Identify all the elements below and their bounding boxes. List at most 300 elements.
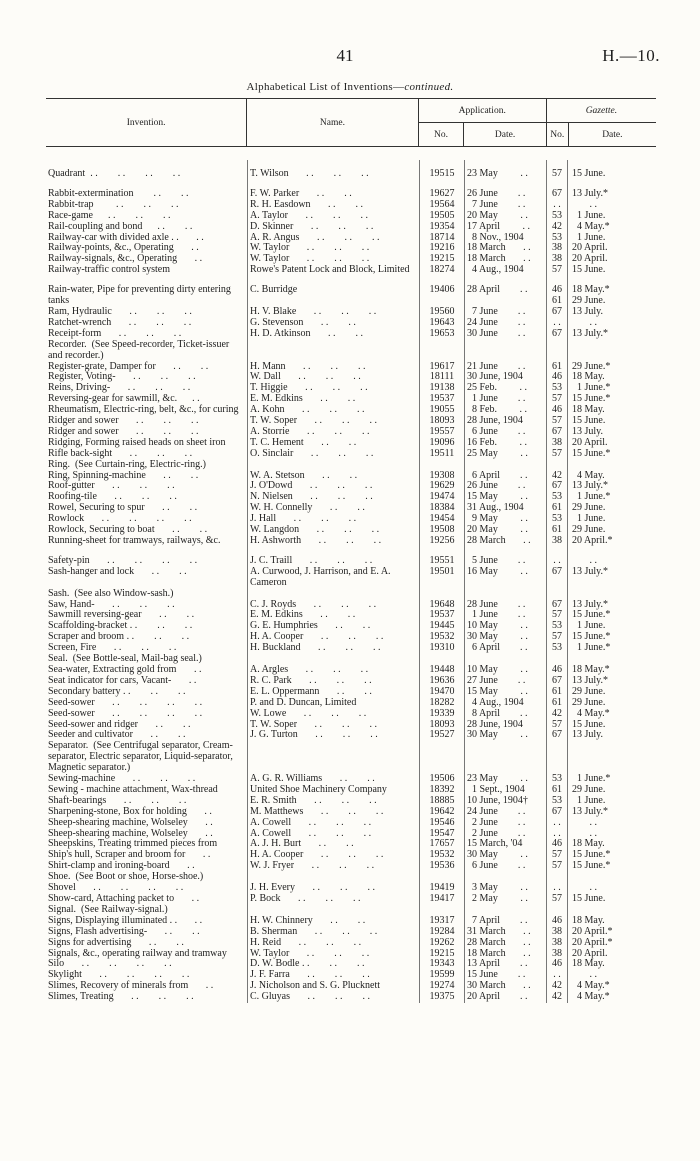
app-no-cell: 19308 bbox=[420, 471, 465, 482]
gazette-date-cell: 20 April. bbox=[572, 242, 608, 254]
app-no-cell: 19599 bbox=[420, 970, 465, 981]
app-no-cell: 19506 bbox=[420, 774, 465, 785]
gazette-no-cell: 46 bbox=[547, 959, 568, 970]
gazette-no-cell: 42 bbox=[547, 981, 568, 992]
app-no-cell: 18274 bbox=[420, 265, 465, 276]
app-date-cell: 31 Aug., 1904 bbox=[465, 503, 547, 514]
gazette-no-cell: 67 bbox=[547, 567, 568, 589]
app-no-cell: 19274 bbox=[420, 981, 465, 992]
gazette-date-cell: 4 May.* bbox=[572, 707, 610, 719]
gazette-date-cell: 15 June.* bbox=[572, 393, 611, 405]
invention-cell: Register-grate, Damper for . . . . bbox=[46, 362, 248, 373]
invention-cell: Ridger and sower . . . . . . bbox=[46, 427, 248, 438]
app-date-cell: 7 June . . bbox=[465, 307, 547, 318]
name-cell: D. W. Bodle . . . . . . bbox=[248, 959, 420, 970]
name-cell: W. Dall . . . . . . bbox=[248, 372, 420, 383]
app-no-cell bbox=[420, 460, 465, 471]
gazette-date-cell: 13 July.* bbox=[572, 674, 609, 686]
app-date-cell: 15 May . . bbox=[465, 687, 547, 698]
app-date-cell: 5 June . . bbox=[465, 556, 547, 567]
invention-cell: Scraper and broom . . . . . . bbox=[46, 632, 248, 643]
gazette-date-cell: . . bbox=[572, 882, 597, 894]
invention-cell: Rowel, Securing to spur . . . . bbox=[46, 503, 248, 514]
name-cell: A. Curwood, J. Harrison, and E. A. Cameron bbox=[248, 567, 420, 589]
app-date-cell: 6 June . . bbox=[465, 427, 547, 438]
table-row bbox=[46, 992, 656, 1003]
invention-cell: Sawmill reversing-gear . . . . bbox=[46, 610, 248, 621]
gazette-date-cell: 20 April.* bbox=[572, 936, 613, 948]
name-cell: G. Stevenson . . . . bbox=[248, 318, 420, 329]
invention-cell: Seed-sower . . . . . . . . bbox=[46, 698, 248, 709]
table-row bbox=[46, 285, 656, 307]
name-cell: J. F. Farra . . . . . . bbox=[248, 970, 420, 981]
invention-cell: Railway-signals, &c., Operating . . bbox=[46, 254, 248, 265]
name-cell: J. Nicholson and S. G. Plucknett bbox=[248, 981, 420, 992]
table-row bbox=[46, 460, 656, 471]
name-cell: O. Sinclair . . . . . . bbox=[248, 449, 420, 460]
gazette-no-cell: 46 bbox=[547, 839, 568, 850]
app-no-cell: 19560 bbox=[420, 307, 465, 318]
name-cell: A. Cowell . . . . . . bbox=[248, 829, 420, 840]
gazette-date-cell: 4 May.* bbox=[572, 220, 610, 232]
app-no-cell: 19532 bbox=[420, 632, 465, 643]
app-no-cell: 18093 bbox=[420, 416, 465, 427]
gazette-date-cell: 29 June. bbox=[572, 502, 606, 514]
gazette-date-cell: 15 June.* bbox=[572, 631, 611, 643]
gazette-no-cell: 67 bbox=[547, 307, 568, 318]
invention-cell: Sea-water, Extracting gold from . . bbox=[46, 665, 248, 676]
gazette-date-cell: 13 July.* bbox=[572, 598, 609, 610]
name-cell: M. Matthews . . . . . . bbox=[248, 807, 420, 818]
app-no-cell: 19417 bbox=[420, 894, 465, 905]
table-row bbox=[46, 709, 656, 720]
gazette-no-cell: 53 bbox=[547, 492, 568, 503]
app-date-cell: 20 May . . bbox=[465, 211, 547, 222]
invention-cell: Sheepskins, Treating trimmed pieces from bbox=[46, 839, 248, 850]
page-title bbox=[0, 81, 700, 93]
invention-cell: Receipt-form . . . . . . bbox=[46, 329, 248, 340]
name-cell: A. Cowell . . . . . . bbox=[248, 818, 420, 829]
title-main: Alphabetical List of Inventions— bbox=[246, 81, 405, 93]
gazette-no-cell: . . bbox=[547, 829, 568, 840]
app-date-cell: 8 April . . bbox=[465, 709, 547, 720]
invention-cell: Ship's hull, Scraper and broom for . . bbox=[46, 850, 248, 861]
gazette-no-cell: 53 bbox=[547, 233, 568, 244]
app-no-cell: 19354 bbox=[420, 222, 465, 233]
app-no-cell: 19642 bbox=[420, 807, 465, 818]
name-cell bbox=[248, 741, 420, 774]
gazette-no-cell: 57 bbox=[547, 449, 568, 460]
app-date-cell: 15 May . . bbox=[465, 492, 547, 503]
invention-cell: Rail-coupling and bond . . . . bbox=[46, 222, 248, 233]
app-date-cell: 2 June . . bbox=[465, 829, 547, 840]
invention-cell: Shovel . . . . . . . . bbox=[46, 883, 248, 894]
invention-cell: Screen, Fire . . . . . . bbox=[46, 643, 248, 654]
app-date-cell: 7 April . . bbox=[465, 916, 547, 927]
gazette-no-cell: 38 bbox=[547, 254, 568, 265]
name-cell: P. Bock . . . . . . bbox=[248, 894, 420, 905]
table-row bbox=[46, 567, 656, 589]
gazette-no-cell: 57 bbox=[547, 720, 568, 731]
gazette-no-cell: . . bbox=[547, 883, 568, 894]
name-cell: N. Nielsen . . . . . . bbox=[248, 492, 420, 503]
gazette-date-cell: 13 July. bbox=[572, 729, 604, 741]
name-cell: H. Ashworth . . . . . . bbox=[248, 536, 420, 547]
gazette-no-cell: 67 bbox=[547, 481, 568, 492]
app-no-cell: 19547 bbox=[420, 829, 465, 840]
invention-cell: Recorder. (See Speed-recorder, Ticket-issuer and recorder.) bbox=[46, 340, 248, 362]
app-no-cell: 19636 bbox=[420, 676, 465, 687]
name-cell: C. Burridge bbox=[248, 285, 420, 307]
app-date-cell: 17 April . . bbox=[465, 222, 547, 233]
invention-cell: Secondary battery . . . . . . bbox=[46, 687, 248, 698]
invention-cell: Separator. (See Centrifugal separator, Cream-separator, Electric separator, Liquid-separator, Magnetic separator.) bbox=[46, 741, 248, 774]
gazette-date-cell: 20 April. bbox=[572, 436, 608, 448]
app-no-cell: 19532 bbox=[420, 850, 465, 861]
name-cell: W. Taylor . . . . . . bbox=[248, 243, 420, 254]
gazette-no-cell: 42 bbox=[547, 471, 568, 482]
gazette-date-cell bbox=[568, 589, 656, 600]
gazette-no-cell: 53 bbox=[547, 621, 568, 632]
app-date-cell: 6 April . . bbox=[465, 643, 547, 654]
name-cell: C. J. Royds . . . . . . bbox=[248, 600, 420, 611]
invention-cell: Sewing - machine attachment, Wax-thread bbox=[46, 785, 248, 796]
name-cell: B. Sherman . . . . . . bbox=[248, 927, 420, 938]
app-date-cell: 30 May . . bbox=[465, 850, 547, 861]
app-date-cell: 28 June, 1904 bbox=[465, 720, 547, 731]
app-no-cell: 19448 bbox=[420, 665, 465, 676]
table-header bbox=[46, 98, 656, 147]
app-no-cell bbox=[420, 741, 465, 774]
name-cell bbox=[248, 589, 420, 600]
title-continued: continued. bbox=[404, 81, 454, 93]
gazette-date-cell: 1 June.* bbox=[572, 382, 611, 394]
table-row bbox=[46, 698, 656, 709]
invention-cell: Sash. (See also Window-sash.) bbox=[46, 589, 248, 600]
gazette-no-cell: 46 bbox=[547, 916, 568, 927]
gazette-no-cell: 67 bbox=[547, 329, 568, 340]
app-no-cell: 19501 bbox=[420, 567, 465, 589]
app-date-cell: 4 Aug., 1904 bbox=[465, 698, 547, 709]
gazette-no-cell: 53 bbox=[547, 643, 568, 654]
name-cell: A. Taylor . . . . . . bbox=[248, 211, 420, 222]
name-cell: D. Skinner . . . . . . bbox=[248, 222, 420, 233]
name-cell: A. R. Angus . . . . . . bbox=[248, 233, 420, 244]
gazette-date-cell: . . bbox=[572, 827, 597, 839]
invention-cell: Saw, Hand- . . . . . . bbox=[46, 600, 248, 611]
name-cell: T. C. Hement . . . . bbox=[248, 438, 420, 449]
gazette-date-cell: 15 June. bbox=[572, 893, 606, 904]
app-no-cell: 19262 bbox=[420, 938, 465, 949]
gazette-no-cell: 46 61 bbox=[547, 285, 568, 307]
gazette-no-cell: . . bbox=[547, 318, 568, 329]
gazette-no-cell: 57 bbox=[547, 850, 568, 861]
gazette-no-cell: 53 bbox=[547, 211, 568, 222]
header-gaz-no: No. bbox=[546, 123, 568, 147]
invention-cell: Reins, Driving- . . . . . . bbox=[46, 383, 248, 394]
app-date-cell: 28 April . . bbox=[465, 285, 547, 307]
invention-cell: Railway-car with divided axle . . . . bbox=[46, 233, 248, 244]
gazette-no-cell: 61 bbox=[547, 687, 568, 698]
invention-cell: Ram, Hydraulic . . . . . . bbox=[46, 307, 248, 318]
app-date-cell: 25 May . . bbox=[465, 449, 547, 460]
invention-cell: Show-card, Attaching packet to . . bbox=[46, 894, 248, 905]
gazette-date-cell: 18 May. bbox=[572, 838, 605, 850]
gazette-date-cell: 20 April.* bbox=[572, 925, 613, 937]
name-cell: R. H. Easdown . . . . bbox=[248, 200, 420, 211]
app-date-cell: 2 June . . bbox=[465, 818, 547, 829]
gazette-date-cell: 18 May. bbox=[572, 404, 605, 416]
name-cell: E. M. Edkins . . . . bbox=[248, 610, 420, 621]
table-row bbox=[46, 265, 656, 276]
name-cell: W. Taylor . . . . . . bbox=[248, 254, 420, 265]
gazette-date-cell: . . bbox=[572, 198, 597, 210]
name-cell: R. C. Park . . . . . . bbox=[248, 676, 420, 687]
name-cell: W. A. Stetson . . . . bbox=[248, 471, 420, 482]
table-row bbox=[46, 818, 656, 829]
invention-cell: Running-sheet for tramways, railways, &c. bbox=[46, 536, 248, 547]
name-cell: F. W. Parker . . . . bbox=[248, 189, 420, 200]
gazette-date-cell: 18 May.* bbox=[572, 663, 610, 675]
app-date-cell: 26 June . . bbox=[465, 481, 547, 492]
invention-cell: Seeder and cultivator . . . . bbox=[46, 730, 248, 741]
app-date-cell bbox=[465, 460, 547, 471]
invention-cell: Rowlock . . . . . . . . bbox=[46, 514, 248, 525]
gazette-date-cell: 4 May.* bbox=[572, 980, 610, 992]
gazette-no-cell: 67 bbox=[547, 807, 568, 818]
app-date-cell bbox=[465, 340, 547, 362]
gazette-date-cell: 13 July.* bbox=[572, 480, 609, 492]
gazette-no-cell: 61 bbox=[547, 525, 568, 536]
name-cell: A. Argles . . . . . . bbox=[248, 665, 420, 676]
app-date-cell: 30 June, 1904 bbox=[465, 372, 547, 383]
name-cell: E. M. Edkins . . . . bbox=[248, 394, 420, 405]
app-date-cell: 18 March . . bbox=[465, 243, 547, 254]
invention-cell: Ratchet-wrench . . . . . . bbox=[46, 318, 248, 329]
app-date-cell: 30 May . . bbox=[465, 730, 547, 741]
app-date-cell: 28 March . . bbox=[465, 536, 547, 547]
name-cell: H. D. Atkinson . . . . bbox=[248, 329, 420, 340]
app-no-cell: 19055 bbox=[420, 405, 465, 416]
gazette-date-cell: . . bbox=[572, 554, 597, 566]
gazette-no-cell: 67 bbox=[547, 676, 568, 687]
header-app-no: No. bbox=[418, 123, 464, 147]
app-no-cell: 19557 bbox=[420, 427, 465, 438]
gazette-no-cell: 38 bbox=[547, 243, 568, 254]
name-cell: A. G. R. Williams . . . . bbox=[248, 774, 420, 785]
name-cell: P. and D. Duncan, Limited bbox=[248, 698, 420, 709]
gazette-no-cell: 61 bbox=[547, 503, 568, 514]
name-cell: W. H. Connelly . . . . bbox=[248, 503, 420, 514]
table-row bbox=[46, 741, 656, 774]
table-row bbox=[46, 222, 656, 233]
invention-cell: Slimes, Recovery of minerals from . . bbox=[46, 981, 248, 992]
invention-cell: Ridging, Forming raised heads on sheet iron bbox=[46, 438, 248, 449]
gazette-date-cell: 15 June. bbox=[572, 718, 606, 730]
gazette-date-cell: 1 June. bbox=[572, 209, 606, 221]
invention-cell: Rabbit-extermination . . . . bbox=[46, 189, 248, 200]
app-date-cell bbox=[465, 589, 547, 600]
name-cell: H. Reid . . . . . . bbox=[248, 938, 420, 949]
invention-cell: Roofing-tile . . . . . . bbox=[46, 492, 248, 503]
gazette-date-cell: 15 June.* bbox=[572, 860, 611, 872]
app-no-cell: 19627 bbox=[420, 189, 465, 200]
name-cell: A. Kohn . . . . . . bbox=[248, 405, 420, 416]
gazette-no-cell bbox=[547, 741, 568, 774]
gazette-no-cell: 57 bbox=[547, 265, 568, 276]
gazette-no-cell: 38 bbox=[547, 927, 568, 938]
app-no-cell: 19470 bbox=[420, 687, 465, 698]
app-no-cell: 19454 bbox=[420, 514, 465, 525]
invention-cell: Signs, Flash advertising- . . . . bbox=[46, 927, 248, 938]
app-no-cell: 19551 bbox=[420, 556, 465, 567]
name-cell: E. R. Smith . . . . . . bbox=[248, 796, 420, 807]
gazette-no-cell: 61 bbox=[547, 785, 568, 796]
invention-cell: Ring, Spinning-machine . . . . bbox=[46, 471, 248, 482]
gazette-no-cell: 67 bbox=[547, 600, 568, 611]
name-cell: H. V. Blake . . . . . . bbox=[248, 307, 420, 318]
gazette-no-cell: 57 bbox=[547, 169, 568, 180]
app-no-cell: 19537 bbox=[420, 394, 465, 405]
app-date-cell: 28 June, 1904 bbox=[465, 416, 547, 427]
name-cell: J. H. Every . . . . . . bbox=[248, 883, 420, 894]
app-no-cell: 19515 bbox=[420, 169, 465, 180]
app-no-cell: 18093 bbox=[420, 720, 465, 731]
gazette-no-cell bbox=[547, 460, 568, 471]
gazette-no-cell: 38 bbox=[547, 938, 568, 949]
app-date-cell: 8 Nov., 1904 bbox=[465, 233, 547, 244]
app-no-cell: 19564 bbox=[420, 200, 465, 211]
name-cell: H. W. Chinnery . . . . bbox=[248, 916, 420, 927]
name-cell: A. J. H. Burt . . . . bbox=[248, 839, 420, 850]
invention-cell: Ridger and sower . . . . . . bbox=[46, 416, 248, 427]
gazette-no-cell bbox=[547, 340, 568, 362]
app-no-cell: 18714 bbox=[420, 233, 465, 244]
gazette-no-cell: 61 bbox=[547, 362, 568, 373]
invention-cell: Shaft-bearings . . . . . . bbox=[46, 796, 248, 807]
app-date-cell: 4 Aug., 1904 bbox=[465, 265, 547, 276]
page-number: 41 bbox=[336, 46, 354, 65]
name-cell: United Shoe Machinery Company bbox=[248, 785, 420, 796]
invention-cell: Railway-traffic control system bbox=[46, 265, 248, 276]
app-date-cell: 20 May . . bbox=[465, 525, 547, 536]
app-date-cell: 1 June . . bbox=[465, 610, 547, 621]
table-row bbox=[46, 938, 656, 949]
app-date-cell: 24 June . . bbox=[465, 318, 547, 329]
app-no-cell bbox=[420, 340, 465, 362]
name-cell: J. C. Traill . . . . . . bbox=[248, 556, 420, 567]
gazette-no-cell: 53 bbox=[547, 796, 568, 807]
gazette-date-cell: 29 June. bbox=[572, 685, 606, 697]
name-cell: H. Mann . . . . . . bbox=[248, 362, 420, 373]
inventions-table bbox=[46, 160, 656, 1003]
name-cell: J. O'Dowd . . . . . . bbox=[248, 481, 420, 492]
invention-cell: Roof-gutter . . . . . . bbox=[46, 481, 248, 492]
table-row bbox=[46, 340, 656, 362]
gazette-date-cell: 1 June. bbox=[572, 620, 606, 632]
invention-cell: Seat indicator for cars, Vacant- . . bbox=[46, 676, 248, 687]
app-no-cell: 19508 bbox=[420, 525, 465, 536]
gazette-no-cell: 46 bbox=[547, 372, 568, 383]
app-date-cell: 28 June . . bbox=[465, 600, 547, 611]
invention-cell: Sash-hanger and lock . . . . bbox=[46, 567, 248, 589]
gazette-no-cell: 61 bbox=[547, 698, 568, 709]
gazette-date-cell: 15 June. bbox=[572, 168, 606, 179]
gazette-date-cell: 13 July.* bbox=[572, 565, 609, 577]
app-no-cell: 19317 bbox=[420, 916, 465, 927]
invention-cell: Rabbit-trap . . . . . . bbox=[46, 200, 248, 211]
gazette-date-cell: 1 June. bbox=[572, 513, 606, 525]
app-no-cell: 19445 bbox=[420, 621, 465, 632]
name-cell: T. W. Soper . . . . . . bbox=[248, 416, 420, 427]
gazette-date-cell: 1 June. bbox=[572, 231, 606, 243]
header-gaz-date: Date. bbox=[568, 123, 656, 147]
app-date-cell: 8 Feb. . . bbox=[465, 405, 547, 416]
page-reference: H.—10. bbox=[602, 46, 660, 65]
name-cell: T. W. Soper . . . . . . bbox=[248, 720, 420, 731]
gazette-date-cell: 13 July.* bbox=[572, 327, 609, 339]
table-row bbox=[46, 211, 656, 222]
app-date-cell: 6 April . . bbox=[465, 471, 547, 482]
gazette-date-cell bbox=[568, 340, 656, 362]
gazette-date-cell: 18 May.* 29 June. bbox=[572, 284, 610, 307]
name-cell bbox=[248, 460, 420, 471]
app-date-cell: 23 May . . bbox=[465, 774, 547, 785]
invention-cell: Reversing-gear for sawmill, &c. . . bbox=[46, 394, 248, 405]
gazette-no-cell: . . bbox=[547, 200, 568, 211]
app-no-cell: 19284 bbox=[420, 927, 465, 938]
app-date-cell: 10 May . . bbox=[465, 621, 547, 632]
name-cell: Rowe's Patent Lock and Block, Limited bbox=[248, 265, 420, 276]
app-date-cell: 30 June . . bbox=[465, 329, 547, 340]
name-cell: T. Higgie . . . . . . bbox=[248, 383, 420, 394]
app-date-cell: 3 May . . bbox=[465, 883, 547, 894]
app-date-cell: 10 June, 1904† bbox=[465, 796, 547, 807]
gazette-date-cell: 1 June. bbox=[572, 794, 606, 806]
gazette-date-cell: 1 June.* bbox=[572, 491, 611, 503]
gazette-date-cell: 20 April. bbox=[572, 947, 608, 959]
gazette-date-cell: 15 June.* bbox=[572, 447, 611, 459]
name-cell: H. A. Cooper . . . . . . bbox=[248, 850, 420, 861]
gazette-no-cell: 53 bbox=[547, 774, 568, 785]
gazette-no-cell: 57 bbox=[547, 416, 568, 427]
invention-cell: Signal. (See Railway-signal.) bbox=[46, 905, 248, 916]
invention-cell: Signals, &c., operating railway and tramway bbox=[46, 949, 248, 960]
name-cell: C. Gluyas . . . . . . bbox=[248, 992, 420, 1003]
app-date-cell: 25 Feb. . . bbox=[465, 383, 547, 394]
app-no-cell: 18392 bbox=[420, 785, 465, 796]
invention-cell: Safety-pin . . . . . . . . bbox=[46, 556, 248, 567]
name-cell: E. L. Oppermann . . . . bbox=[248, 687, 420, 698]
name-cell bbox=[248, 340, 420, 362]
gazette-date-cell: 1 June.* bbox=[572, 773, 611, 785]
app-date-cell: 10 May . . bbox=[465, 665, 547, 676]
gazette-no-cell: 57 bbox=[547, 632, 568, 643]
gazette-no-cell: 46 bbox=[547, 405, 568, 416]
gazette-date-cell: 20 April. bbox=[572, 253, 608, 265]
gazette-no-cell: . . bbox=[547, 556, 568, 567]
app-date-cell: 24 June . . bbox=[465, 807, 547, 818]
invention-cell: Sheep-shearing machine, Wolseley . . bbox=[46, 829, 248, 840]
app-no-cell: 19419 bbox=[420, 883, 465, 894]
gazette-no-cell: 38 bbox=[547, 438, 568, 449]
app-date-cell: 13 April . . bbox=[465, 959, 547, 970]
app-date-cell: 30 March . . bbox=[465, 981, 547, 992]
gazette-date-cell: . . bbox=[572, 816, 597, 828]
gazette-no-cell: 57 bbox=[547, 894, 568, 905]
app-no-cell: 19629 bbox=[420, 481, 465, 492]
app-no-cell: 19375 bbox=[420, 992, 465, 1003]
